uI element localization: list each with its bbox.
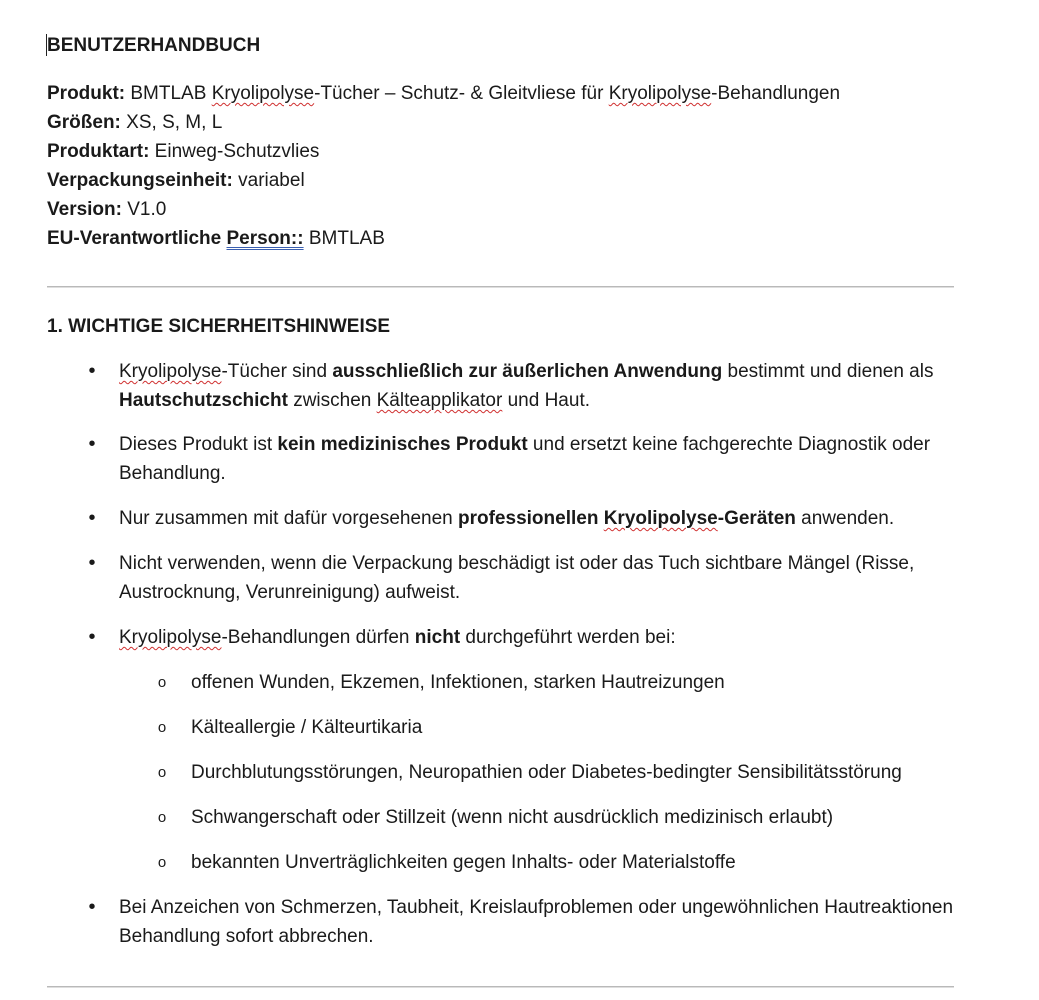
list-item: • Nur zusammen mit dafür vorgesehenen professionellen Kryolipolyse-Geräten anwenden. — [119, 504, 959, 533]
bullet-icon: • — [88, 552, 96, 574]
horizontal-rule — [47, 986, 954, 988]
circle-bullet-icon: o — [157, 674, 167, 691]
meta-row-product-type — [47, 137, 840, 166]
product-meta-block — [47, 79, 840, 253]
circle-bullet-icon: o — [157, 809, 167, 826]
meta-value: Einweg-Schutzvlies — [149, 141, 320, 162]
meta-row-packaging — [47, 166, 840, 195]
meta-value: BMTLAB — [303, 228, 385, 249]
sub-list-item: o Durchblutungsstörungen, Neuropathien oder Diabetes-bedingter Sensibilitätsstörung — [191, 758, 971, 787]
list-item: • Nicht verwenden, wenn die Verpackung beschädigt ist oder das Tuch sichtbare Mängel (Risse, Austrocknung, Verunreinigung) aufweist. — [119, 549, 959, 607]
bullet-icon: • — [88, 507, 96, 529]
section-heading: 1. WICHTIGE SICHERHEITSHINWEISE — [47, 316, 391, 337]
spellcheck-word[interactable]: Kryolipolyse — [119, 627, 222, 648]
meta-label: Produktart: — [47, 141, 150, 162]
meta-row-eu-responsible — [47, 224, 840, 253]
meta-row-sizes — [47, 108, 840, 137]
meta-label: Version: — [47, 199, 122, 220]
list-item: • Kryolipolyse-Behandlungen dürfen nicht durchgeführt werden bei: — [119, 623, 959, 652]
spellcheck-word[interactable]: Kälteapplikator — [376, 390, 503, 411]
circle-bullet-icon: o — [157, 854, 167, 871]
circle-bullet-icon: o — [157, 764, 167, 781]
horizontal-rule — [47, 286, 954, 288]
bullet-icon: • — [88, 896, 96, 918]
sub-list-item: o bekannten Unverträglichkeiten gegen Inhalts- oder Materialstoffe — [191, 848, 971, 877]
meta-label: Verpackungseinheit: — [47, 170, 233, 191]
sub-list-item: o Schwangerschaft oder Stillzeit (wenn nicht ausdrücklich medizinisch erlaubt) — [191, 803, 971, 832]
spellcheck-word[interactable]: Kryolipolyse — [211, 83, 315, 104]
meta-value: variabel — [232, 170, 305, 191]
list-item: • Kryolipolyse-Tücher sind ausschließlich zur äußerlichen Anwendung bestimmt und dienen als Hautschutzschicht zwischen Kälteapplikator und Haut. — [119, 357, 959, 415]
list-item: • Dieses Produkt ist kein medizinisches Produkt und ersetzt keine fachgerechte Diagnostik oder Behandlung. — [119, 430, 959, 488]
meta-value: XS, S, M, L — [120, 112, 223, 133]
meta-label: EU-Verantwortliche — [47, 228, 227, 249]
meta-value: V1.0 — [121, 199, 167, 220]
meta-label: Produkt: — [47, 83, 126, 104]
meta-label: Größen: — [47, 112, 121, 133]
list-item: • Bei Anzeichen von Schmerzen, Taubheit, Kreislaufproblemen oder ungewöhnlichen Hautreaktionen Behandlung sofort abbrechen. — [119, 893, 959, 951]
circle-bullet-icon: o — [157, 719, 167, 736]
spellcheck-word[interactable]: Kryolipolyse — [608, 83, 712, 104]
bullet-icon: • — [88, 433, 96, 455]
bullet-icon: • — [88, 626, 96, 648]
spellcheck-word[interactable]: Kryolipolyse — [119, 361, 222, 382]
document-title: BENUTZERHANDBUCH — [47, 35, 261, 56]
grammar-flagged-word[interactable]: Person:: — [226, 228, 304, 249]
spellcheck-word[interactable]: Kryolipolyse — [603, 508, 718, 529]
sub-list-item: o Kälteallergie / Kälteurtikaria — [191, 713, 971, 742]
bullet-icon: • — [88, 360, 96, 382]
sub-list-item: o offenen Wunden, Ekzemen, Infektionen, starken Hautreizungen — [191, 668, 971, 697]
meta-row-version — [47, 195, 840, 224]
meta-row-product — [47, 79, 840, 108]
meta-value: BMTLAB Kryolipolyse-Tücher – Schutz- & Gleitvliese für Kryolipolyse-Behandlungen — [125, 83, 841, 104]
